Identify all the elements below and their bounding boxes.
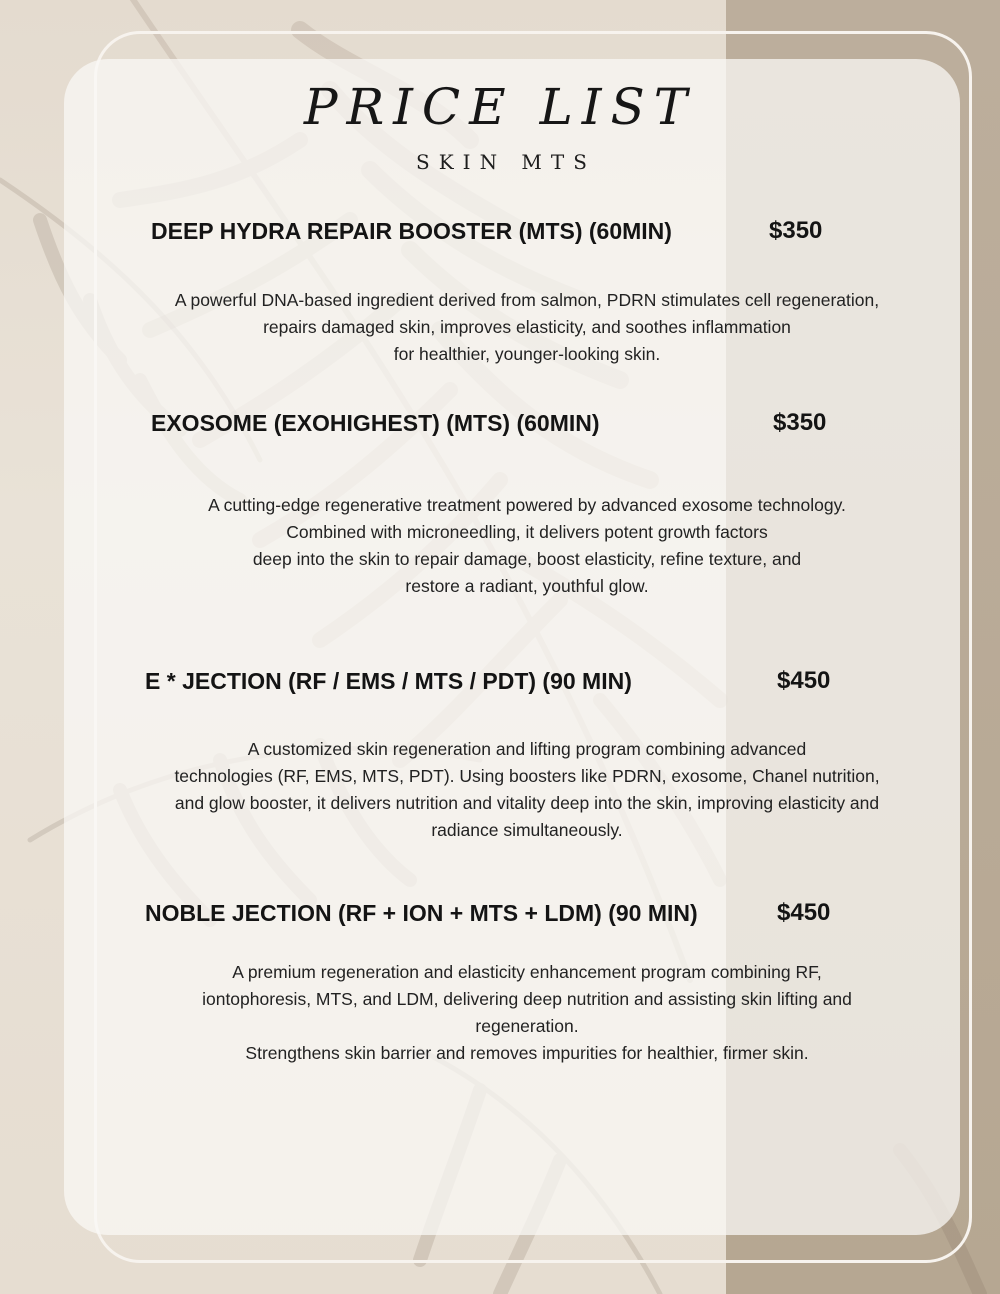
service-description: [110, 736, 944, 844]
page-subtitle: SKIN MTS: [416, 150, 596, 174]
service-name: DEEP HYDRA REPAIR BOOSTER (MTS) (60MIN): [151, 218, 672, 244]
description-line: technologies (RF, EMS, MTS, PDT). Using boosters like PDRN, exosome, Chanel nutrition,: [174, 766, 880, 786]
description-line: radiance simultaneously.: [431, 820, 623, 840]
service-price: $450: [777, 899, 831, 926]
description-line: A premium regeneration and elasticity enhancement program combining RF,: [232, 962, 822, 982]
description-line: A cutting-edge regenerative treatment powered by advanced exosome technology.: [208, 495, 846, 515]
service-price: $350: [769, 217, 823, 244]
description-line: Combined with microneedling, it delivers potent growth factors: [286, 522, 768, 542]
service-description: [110, 959, 944, 1067]
description-line: A customized skin regeneration and lifting program combining advanced: [247, 739, 807, 759]
description-line: for healthier, younger-looking skin.: [393, 344, 661, 364]
page-title: PRICE LIST: [303, 78, 697, 136]
description-line: deep into the skin to repair damage, boost elasticity, refine texture, and: [252, 549, 802, 569]
service-price: $450: [777, 667, 831, 694]
description-line: A powerful DNA-based ingredient derived from salmon, PDRN stimulates cell regeneration,: [174, 290, 880, 310]
description-line: restore a radiant, youthful glow.: [405, 576, 649, 596]
service-name: EXOSOME (EXOHIGHEST) (MTS) (60MIN): [151, 410, 600, 436]
description-line: Strengthens skin barrier and removes impurities for healthier, firmer skin.: [245, 1043, 809, 1063]
service-description: [110, 492, 944, 600]
description-line: regeneration.: [475, 1016, 579, 1036]
description-line: repairs damaged skin, improves elasticity, and soothes inflammation: [263, 317, 791, 337]
service-name: NOBLE JECTION (RF + ION + MTS + LDM) (90 MIN): [145, 900, 698, 926]
description-line: iontophoresis, MTS, and LDM, delivering deep nutrition and assisting skin lifting and: [202, 989, 852, 1009]
service-price: $350: [773, 409, 827, 436]
description-line: and glow booster, it delivers nutrition and vitality deep into the skin, improving elasticity and: [174, 793, 880, 813]
service-description: [110, 287, 944, 368]
service-name: E * JECTION (RF / EMS / MTS / PDT) (90 MIN): [145, 668, 632, 694]
